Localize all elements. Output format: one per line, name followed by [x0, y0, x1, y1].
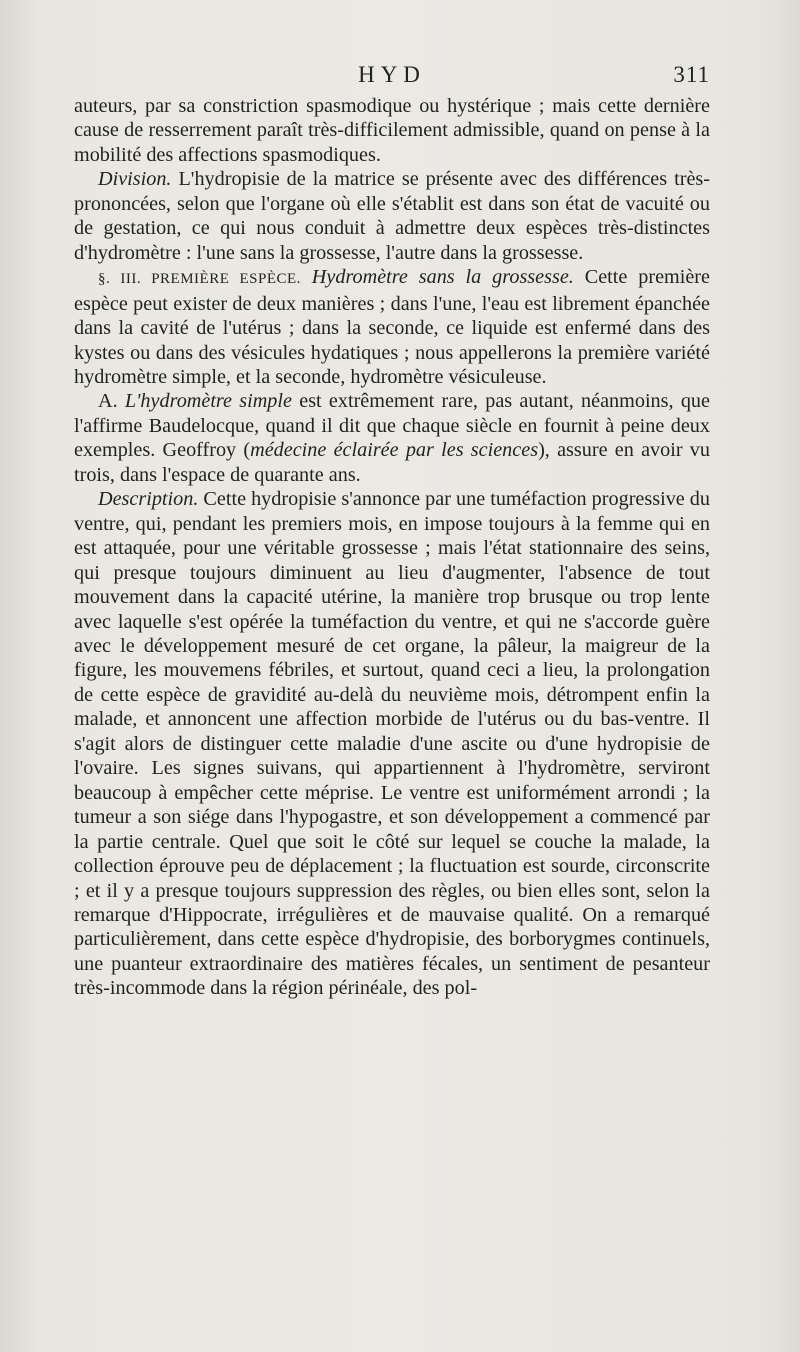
running-head: HYD	[358, 62, 426, 87]
paragraph-text-after: ), assure en avoir vu trois, dans l'espace de quarante ans.	[74, 439, 710, 486]
body-text	[74, 94, 710, 1001]
page-number: 311	[673, 62, 710, 87]
paragraph-section-first-species	[74, 265, 710, 389]
paragraph-heading: Description.	[98, 488, 199, 511]
paragraph-division	[74, 167, 710, 265]
paragraph-text: Cette première espèce peut exister de deux manières ; dans l'une, l'eau est librement épanchée dans la cavité de l'utérus ; dans la seconde, ce liquide est enfermé dans des kystes ou dans des vésicules hydatiques ; nous appellerons la première variété hydromètre simple, et la seconde, hydromètre vésiculeuse.	[74, 266, 710, 388]
book-citation: médecine éclairée par les sciences	[250, 439, 539, 462]
paragraph-heading: Division.	[98, 168, 172, 191]
paragraph-text: L'hydropisie de la matrice se présente avec des différences très-prononcées, selon que l'organe où elle s'établit est dans son état de vacuité ou de gestation, ce qui nous conduit à admettre deux espèces très-distinctes d'hydromètre : l'une sans la grossesse, l'autre dans la grossesse.	[74, 168, 710, 264]
paragraph-label: A.	[98, 390, 125, 413]
paragraph-text: est extrêmement rare, pas autant, néanmoins, que l'affirme Baudelocque, quand il dit que chaque siècle en fournit à peine deux exemples. Geoffroy (	[74, 390, 710, 462]
paragraph-text: Cette hydropisie s'annonce par une tuméfaction progressive du ventre, qui, pendant les premiers mois, en impose toujours à la femme qui en est attaquée, pour une véritable grossesse ; mais l'état stationnaire des seins, qui presque toujours diminuent au lieu d'augmenter, l'absence de tout mouvement dans la capacité utérine, la manière trop brusque ou trop lente avec laquelle s'est opérée la tuméfaction du ventre, et qui ne s'accorde guère avec le développement mesuré de cet organe, la pâleur, la maigreur de la figure, les mouvemens fébriles, et surtout, quand ceci a lieu, la prolongation de cette espèce de gravidité au-delà du neuvième mois, détrompent enfin la malade, et annoncent une affection morbide de l'utérus ou du bas-ventre. Il s'agit alors de distinguer cette maladie d'une ascite ou d'une hydropisie de l'ovaire. Les signes suivans, qui appartiennent à l'hydromètre, serviront beaucoup à empêcher cette méprise. Le ventre est uniformément arrondi ; la tumeur a son siége dans l'hypogastre, et son développement a commencé par la partie centrale. Quel que soit le côté sur lequel se couche la malade, la collection éprouve peu de déplacement ; la fluctuation est sourde, circonscrite ; et il y a presque toujours suppression des règles, ou bien elles sont, selon la remarque d'Hippocrate, irrégulières et de mauvaise qualité. On a remarqué particulièrement, dans cette espèce d'hydropisie, des borborygmes continuels, une puanteur extraordinaire des matières fécales, un sentiment de pesanteur très-incommode dans la région périnéale, des pol-	[74, 488, 710, 1000]
paragraph-continuation	[74, 94, 710, 167]
paragraph-text: auteurs, par sa constriction spasmodique ou hystérique ; mais cette dernière cause de resserrement paraît très-difficilement admissible, quand on pense à la mobilité des affections spasmodiques.	[74, 95, 710, 166]
section-heading: §. III. PREMIÈRE ESPÈCE.	[98, 271, 301, 288]
section-title: Hydromètre sans la grossesse.	[300, 266, 574, 289]
paragraph-heading: L'hydromètre simple	[124, 390, 292, 413]
page-header	[74, 62, 710, 92]
paragraph-simple-hydrometre	[74, 389, 710, 487]
paragraph-description	[74, 487, 710, 1001]
